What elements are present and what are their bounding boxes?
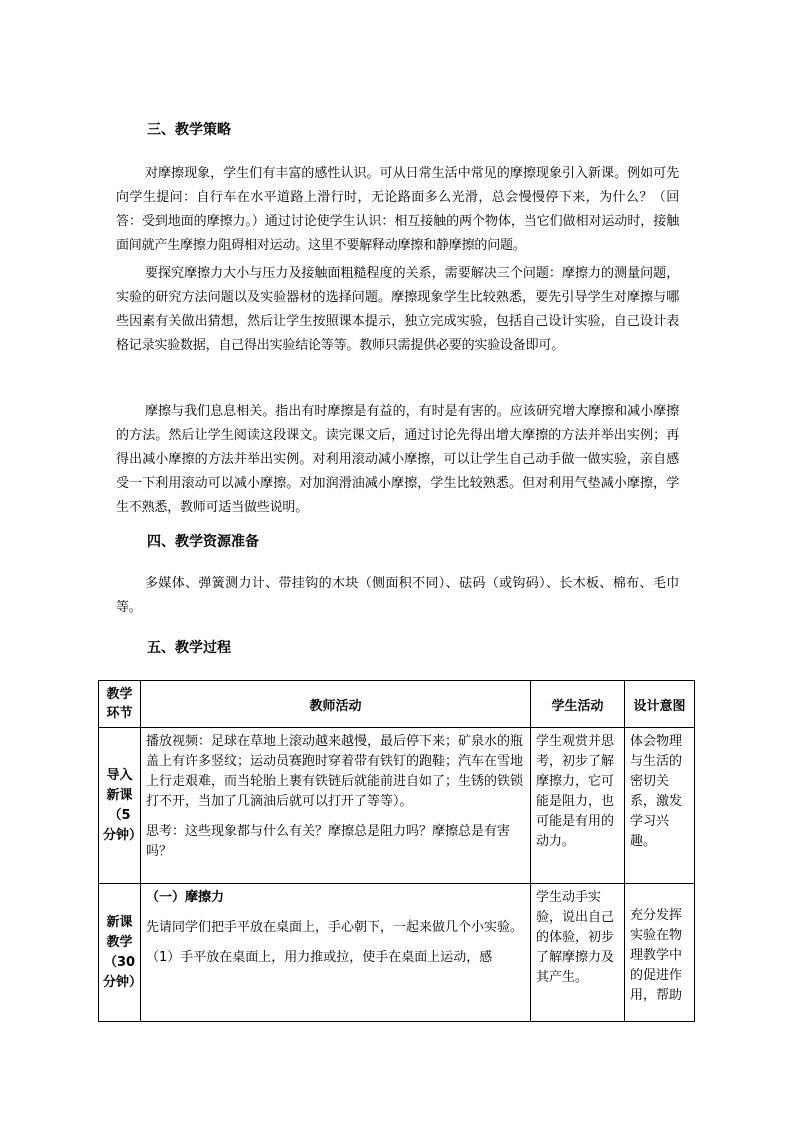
student-activity-cell: [531, 728, 625, 884]
teacher-activity-step: （1）手平放在桌面上，用力推或拉，使手在桌面上运动，感: [146, 950, 493, 965]
header-teacher-activity: 教师活动: [141, 681, 531, 728]
table-row: [99, 884, 695, 1022]
design-intent-text: 充分发挥实验在物理教学中的促进作用，帮助: [630, 908, 683, 1003]
header-student-activity: 学生活动: [531, 681, 625, 728]
design-intent-cell: [625, 728, 695, 884]
table-header-row: [99, 681, 695, 728]
header-design-intent: 设计意图: [625, 681, 695, 728]
lesson-process-table: [98, 680, 695, 1022]
table-row: [99, 728, 695, 884]
teacher-activity-cell: [141, 884, 531, 1022]
header-stage: 教学环节: [99, 681, 141, 728]
section-3-title: 三、教学策略: [147, 122, 231, 138]
teacher-question-text: 思考：这些现象都与什么有关？摩擦总是阻力吗？摩擦总是有害吗？: [146, 824, 511, 859]
design-intent-cell: [625, 884, 695, 1022]
design-intent-text: 体会物理与生活的密切关系，激发学习兴趣。: [630, 734, 683, 849]
section-4-paragraph-1: 多媒体、弹簧测力计、带挂钩的木块（侧面积不同）、砝码（或钩码）、长木板、棉布、毛巾等。: [116, 576, 679, 615]
stage-label: 导入新课（5分钟）: [103, 767, 143, 843]
teacher-activity-text: 播放视频：足球在草地上滚动越来越慢，最后停下来；矿泉水的瓶盖上有许多竖纹；运动员赛跑时穿着带有铁钉的跑鞋；汽车在雪地上行走艰难，而当轮胎上裹有铁链后就能前进自如了；生锈的铁锁打不开，当加了几滴油后就可以打开了等等）。: [146, 734, 524, 809]
section-5-title: 五、教学过程: [147, 640, 231, 656]
stage-cell: [99, 884, 141, 1022]
stage-cell: [99, 728, 141, 884]
student-activity-text: 学生观赏并思考，初步了解摩擦力，它可能是阻力，也可能是有用的动力。: [536, 734, 615, 849]
stage-label: 新课教学（30分钟）: [103, 914, 143, 990]
section-3-paragraph-3: 摩擦与我们息息相关。指出有时摩擦是有益的，有时是有害的。应该研究增大摩擦和减小摩擦的方法。然后让学生阅读这段课文。读完课文后，通过讨论先得出增大摩擦的方法并举出实例；再得出减小摩擦的方法并举出实例。对利用滚动减小摩擦，可以让学生自己动手做一做实验，亲自感受一下利用滚动可以减小摩擦。对加润滑油减小摩擦，学生比较熟悉。但对利用气垫减小摩擦，学生不熟悉，教师可适当做些说明。: [116, 404, 679, 515]
teacher-activity-text: 先请同学们把手平放在桌面上，手心朝下，一起来做几个小实验。: [146, 920, 524, 935]
section-4-title: 四、教学资源准备: [147, 534, 259, 550]
section-3-paragraph-1: 对摩擦现象，学生们有丰富的感性认识。可从日常生活中常见的摩擦现象引入新课。例如可先向学生提问：自行车在水平道路上滑行时，无论路面多么光滑，总会慢慢停下来，为什么？（回答：受到地面的摩擦力。）通过讨论使学生认识：相互接触的两个物体，当它们做相对运动时，接触面间就产生摩擦力阻碍相对运动。这里不要解释动摩擦和静摩擦的问题。: [116, 166, 679, 253]
student-activity-cell: [531, 884, 625, 1022]
student-activity-text: 学生动手实验，说出自己的体验，初步了解摩擦力及其产生。: [536, 890, 615, 985]
section-3-paragraph-2: 要探究摩擦力大小与压力及接触面粗糙程度的关系，需要解决三个问题：摩擦力的测量问题，实验的研究方法问题以及实验器材的选择问题。摩擦现象学生比较熟悉，要先引导学生对摩擦与哪些因素有关做出猜想，然后让学生按照课本提示，独立完成实验，包括自己设计实验，自己设计表格记录实验数据，自己得出实验结论等等。教师只需提供必要的实验设备即可。: [116, 266, 679, 353]
teacher-activity-cell: [141, 728, 531, 884]
subsection-title: （一）摩擦力: [146, 890, 225, 905]
